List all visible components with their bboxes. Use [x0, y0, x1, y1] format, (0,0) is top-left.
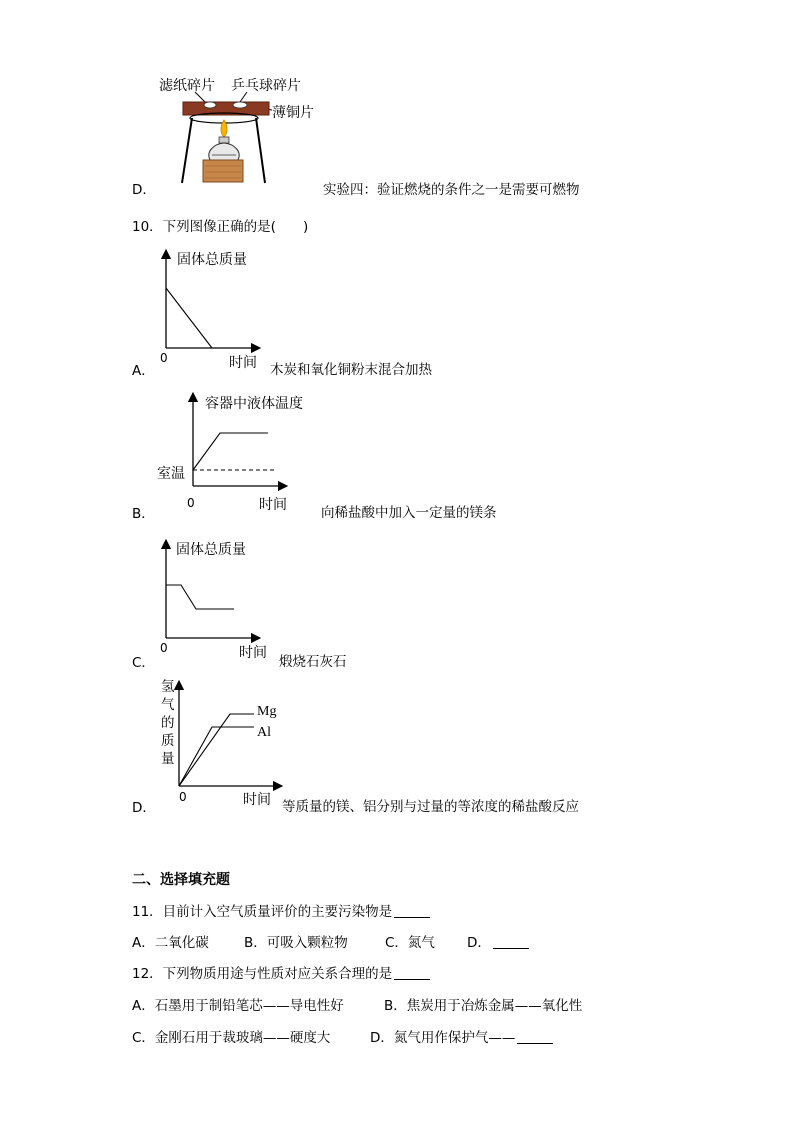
q9-option-d-desc: 实验四：验证燃烧的条件之一是需要可燃物: [323, 182, 580, 198]
series-mg-line: [179, 714, 254, 786]
series-line: [166, 288, 212, 348]
temperature-line: [193, 433, 268, 470]
q10-stem: 10．下列图像正确的是( ): [132, 219, 309, 235]
q11-option-c: C．氮气: [385, 935, 435, 951]
x-axis-label: 时间: [243, 792, 271, 808]
series-line: [166, 585, 234, 609]
x-axis-label: 时间: [229, 355, 257, 371]
q12-option-b: B．焦炭用于冶炼金属——氧化性: [384, 998, 583, 1014]
q10-option-d-label: D．: [132, 800, 156, 816]
q11-option-d: [467, 931, 529, 951]
baseline-label: 室温: [157, 466, 185, 482]
origin-label: 0: [179, 790, 187, 804]
q12-option-c: C．金刚石用于裁玻璃——硬度大: [132, 1030, 331, 1046]
fig-label-filter-paper: 滤纸碎片: [159, 78, 215, 94]
y-axis-label: 固体总质量: [176, 542, 246, 558]
q11-stem-text: 11．目前计入空气质量评价的主要污染物是: [132, 904, 393, 920]
answer-blank[interactable]: [517, 1029, 553, 1044]
q12-option-d: [370, 1026, 553, 1046]
q10-option-c-desc: 煅烧石灰石: [279, 654, 347, 670]
answer-blank[interactable]: [394, 965, 430, 980]
fig-label-copper-plate: 薄铜片: [272, 105, 314, 121]
section-title: 二、选择填充题: [132, 872, 230, 888]
y-axis-label-char: 气: [161, 697, 175, 713]
q12-option-a: A．石墨用于制铅笔芯——导电性好: [132, 998, 344, 1014]
fig-label-pingpong: 乒乓球碎片: [231, 78, 301, 94]
q10-chart-b: [155, 390, 325, 520]
q9-option-d-label: D．: [132, 182, 156, 198]
q10-option-a-label: A．: [132, 363, 155, 379]
y-axis-label-char: 氢: [161, 679, 175, 695]
answer-blank[interactable]: [493, 934, 529, 949]
q10-option-c-label: C．: [132, 655, 155, 671]
origin-label: 0: [187, 496, 195, 510]
series-mg-label: Mg: [257, 704, 277, 719]
series-al-line: [179, 727, 254, 786]
x-axis-label: 时间: [239, 645, 267, 661]
y-axis-label-char: 量: [161, 751, 175, 767]
q11-option-a: A．二氧化碳: [132, 935, 209, 951]
q10-chart-d: [150, 675, 300, 815]
q11-stem: [132, 900, 430, 920]
q10-option-d-desc: 等质量的镁、铝分别与过量的等浓度的稀盐酸反应: [282, 799, 579, 815]
q12-stem-text: 12．下列物质用途与性质对应关系合理的是: [132, 966, 393, 982]
y-axis-label: 容器中液体温度: [205, 396, 303, 412]
origin-label: 0: [160, 351, 168, 365]
q12-stem: [132, 962, 430, 982]
y-axis-label-char: 的: [161, 715, 175, 731]
q12-option-d-text: D．氮气用作保护气——: [370, 1030, 516, 1046]
q11-option-b: B．可吸入颗粒物: [244, 935, 348, 951]
answer-blank[interactable]: [394, 903, 430, 918]
q10-option-a-desc: 木炭和氧化铜粉末混合加热: [270, 362, 432, 378]
y-axis-label: 固体总质量: [177, 252, 247, 268]
q10-option-b-desc: 向稀盐酸中加入一定量的镁条: [321, 505, 497, 521]
y-axis-label-char: 质: [161, 733, 175, 749]
q10-option-b-label: B．: [132, 506, 155, 522]
q11-option-d-text: D．: [467, 935, 491, 951]
q10-chart-a: [150, 245, 290, 375]
q10-chart-c: [150, 535, 290, 665]
origin-label: 0: [160, 641, 168, 655]
series-al-label: Al: [257, 725, 271, 740]
x-axis-label: 时间: [259, 497, 287, 513]
